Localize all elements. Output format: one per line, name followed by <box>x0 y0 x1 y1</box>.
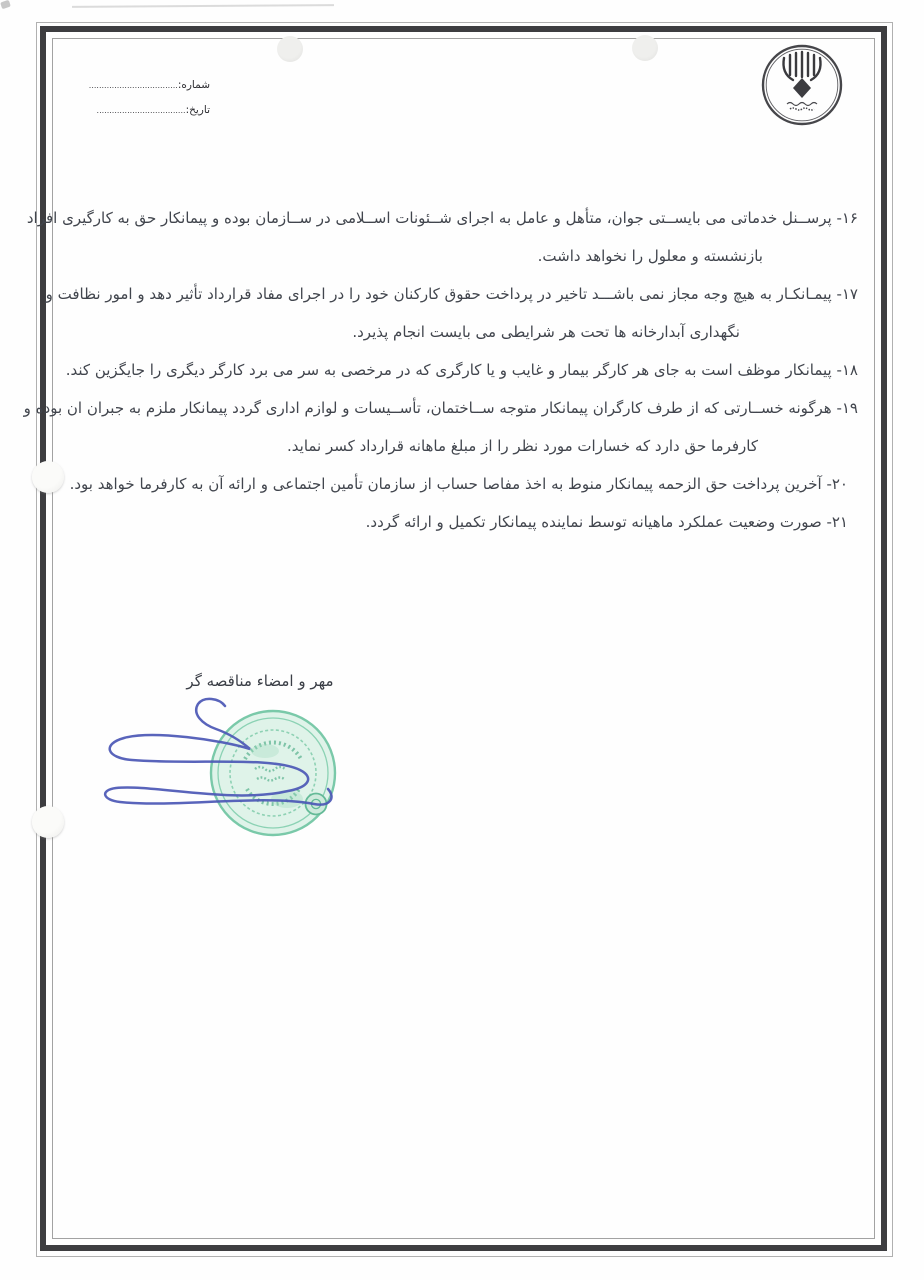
serial-row <box>70 79 210 93</box>
blue-ink-signature-icon <box>92 692 342 822</box>
punch-hole-top-right <box>632 35 658 61</box>
date-row <box>70 104 210 118</box>
clause-line: ۲۰- آخرین پرداخت حق الزحمه پیمانکار منوط به اخذ مفاصا حساب از سازمان تأمین اجتماعی و ارائه آن به کارفرما خواهد بود. <box>69 475 848 493</box>
clause-line: نگهداری آبدارخانه ها تحت هر شرایطی می بایست انجام پذیرد. <box>352 323 740 341</box>
clause-line: ۱۶- پرســنل خدماتی می بایســتی جوان، متأهل و عامل به اجرای شــئونات اســلامی در ســازمان بوده و پیمانکار حق به کارگیری افراد <box>26 209 858 227</box>
clause-line: ۱۸- پیمانکار موظف است به جای هر کارگر بیمار و غایب و یا کارگری که در مرخصی به سر می برد کارگر دیگری را جایگزین کند. <box>65 361 858 379</box>
reference-fields <box>70 79 210 129</box>
signature-caption: مهر و امضاء مناقصه گر <box>186 672 334 690</box>
clause-line: بازنشسته و معلول را نخواهد داشت. <box>537 247 763 265</box>
punch-hole-top-left <box>277 36 303 62</box>
clauses-list <box>23 199 858 541</box>
clause-line: کارفرما حق دارد که خسارات مورد نظر را از مبلغ ماهانه قرارداد کسر نماید. <box>287 437 758 455</box>
punch-hole-left-lower <box>32 806 64 838</box>
clause-line: ۲۱- صورت وضعیت عملکرد ماهیانه توسط نماینده پیمانکار تکمیل و ارائه گردد. <box>365 513 848 531</box>
organization-emblem-icon <box>757 42 847 130</box>
date-blank-line: ................................... <box>96 106 186 115</box>
date-label: تاریخ: <box>185 104 210 116</box>
serial-label: شماره: <box>177 79 210 91</box>
serial-blank-line: ................................... <box>88 81 178 90</box>
clause-line: ۱۷- پیمـانکـار به هیچ وجه مجاز نمی باشـــد تاخیر در پرداخت حقوق کارکنان خود را در اجرای مفاد قرارداد تأثیر دهد و امور نظافت و <box>45 285 858 303</box>
scan-artifact-corner <box>0 0 11 9</box>
punch-hole-left-upper <box>32 461 64 493</box>
scan-artifact-shadow-line <box>72 4 334 8</box>
clause-line: ۱۹- هرگونه خســارتی که از طرف کارگران پیمانکار متوجه ســاختمان، تأســیسات و لوازم اداری گردد پیمانکار ملزم به جبران ان بوده و <box>23 399 858 417</box>
